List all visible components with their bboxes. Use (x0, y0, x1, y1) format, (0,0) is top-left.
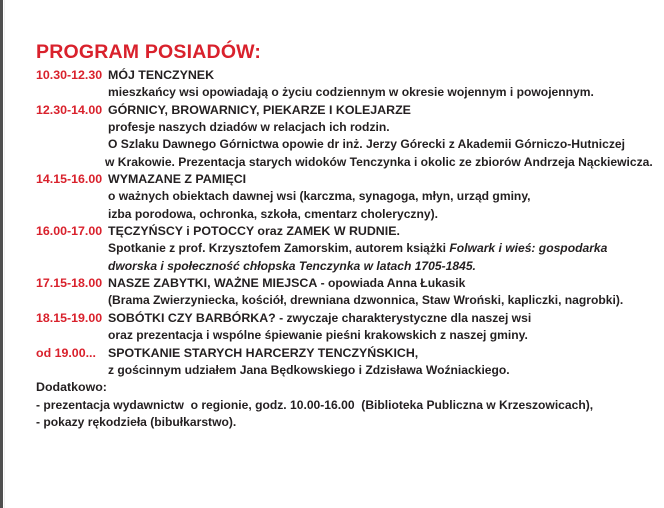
description-prefix: Spotkanie z prof. Krzysztofem Zamorskim, autorem książki (108, 241, 450, 256)
book-title-part-1: Folwark i wieś: gospodarka (449, 241, 608, 256)
program-heading-suffix: - opowiada Anna Łukasik (317, 276, 466, 291)
program-item-1 (36, 67, 656, 84)
program-description: (Brama Zwierzyniecka, kościół, drewniana dzwonnica, Staw Wroński, kapliczki, nagrobki). (108, 293, 624, 308)
program-desc-line (36, 206, 656, 223)
program-item-2 (36, 102, 656, 119)
program-description: profesje naszych dziadów w relacjach ich rodzin. (108, 120, 390, 135)
program-item-4 (36, 223, 656, 240)
program-time: 18.15-19.00 (36, 310, 103, 325)
extra-heading-line (36, 379, 656, 396)
page-left-border (0, 0, 3, 508)
program-desc-line (36, 327, 656, 344)
program-heading: WYMAZANE Z PAMIĘCI (108, 172, 247, 187)
program-time: od 19.00... (36, 345, 96, 360)
program-heading: MÓJ TENCZYNEK (108, 68, 215, 82)
program-list (36, 67, 656, 431)
program-heading: SPOTKANIE STARYCH HARCERZY TENCZYŃSKICH, (108, 345, 419, 360)
extra-heading: Dodatkowo: (36, 380, 107, 395)
program-description: mieszkańcy wsi opowiadają o życiu codziennym w okresie wojennym i powojennym. (108, 85, 594, 100)
program-title: PROGRAM POSIADÓW: (36, 41, 262, 63)
program-description: w Krakowie. Prezentacja starych widoków Tenczynka i okolic ze zbiorów Andrzeja Nąckiewicza. (105, 154, 653, 169)
program-heading-line (108, 310, 531, 327)
program-item-7 (36, 345, 656, 362)
program-time: 12.30-14.00 (36, 102, 103, 117)
program-desc-line (36, 362, 656, 379)
program-item-3 (36, 171, 656, 188)
program-heading: TĘCZYŃSCY i POTOCCY oraz ZAMEK W RUDNIE. (108, 224, 400, 239)
program-desc-line (36, 136, 656, 153)
program-description (108, 258, 476, 275)
program-time: 14.15-16.00 (36, 172, 103, 187)
program-description: o ważnych obiektach dawnej wsi (karczma, synagoga, młyn, urząd gminy, (108, 189, 531, 204)
extra-item (36, 414, 656, 431)
program-heading-suffix: - zwyczaje charakterystyczne dla naszej wsi (275, 310, 532, 325)
program-heading: GÓRNICY, BROWARNICY, PIEKARZE I KOLEJARZE (108, 102, 411, 117)
extra-item-text: - pokazy rękodzieła (bibułkarstwo). (36, 414, 237, 429)
program-item-5 (36, 275, 656, 292)
program-desc-line (36, 292, 656, 309)
program-time: 16.00-17.00 (36, 224, 103, 239)
program-heading: SOBÓTKI CZY BARBÓRKA? (108, 310, 276, 325)
program-desc-line (36, 258, 656, 275)
program-description: izba porodowa, ochronka, szkoła, cmentarz choleryczny). (108, 206, 438, 221)
program-desc-line (36, 84, 656, 101)
program-description: oraz prezentacja i wspólne śpiewanie pieśni krakowskich z naszej gminy. (108, 328, 528, 343)
program-desc-line (36, 188, 656, 205)
program-desc-line (36, 119, 656, 136)
extra-item (36, 397, 656, 414)
book-title-part-2: dworska i społeczność chłopska Tenczynka w latach 1705-1845. (108, 258, 476, 273)
program-desc-line (36, 240, 656, 257)
program-description (108, 240, 607, 257)
extra-item-text: - prezentacja wydawnictw o regionie, godz. 10.00-16.00 (Biblioteka Publiczna w Krzeszowicach), (36, 397, 594, 412)
program-time: 10.30-12.30 (36, 68, 103, 82)
program-item-6 (36, 310, 656, 327)
page-edge-line (4, 0, 5, 508)
program-heading: NASZE ZABYTKI, WAŻNE MIEJSCA (108, 276, 318, 291)
program-time: 17.15-18.00 (36, 276, 103, 291)
program-description: O Szlaku Dawnego Górnictwa opowie dr inż. Jerzy Górecki z Akademii Górniczo-Hutniczej (108, 137, 626, 152)
program-description: z gościnnym udziałem Jana Będkowskiego i Zdzisława Woźniackiego. (108, 362, 510, 377)
program-heading-line (108, 275, 465, 292)
program-desc-line (36, 154, 656, 171)
